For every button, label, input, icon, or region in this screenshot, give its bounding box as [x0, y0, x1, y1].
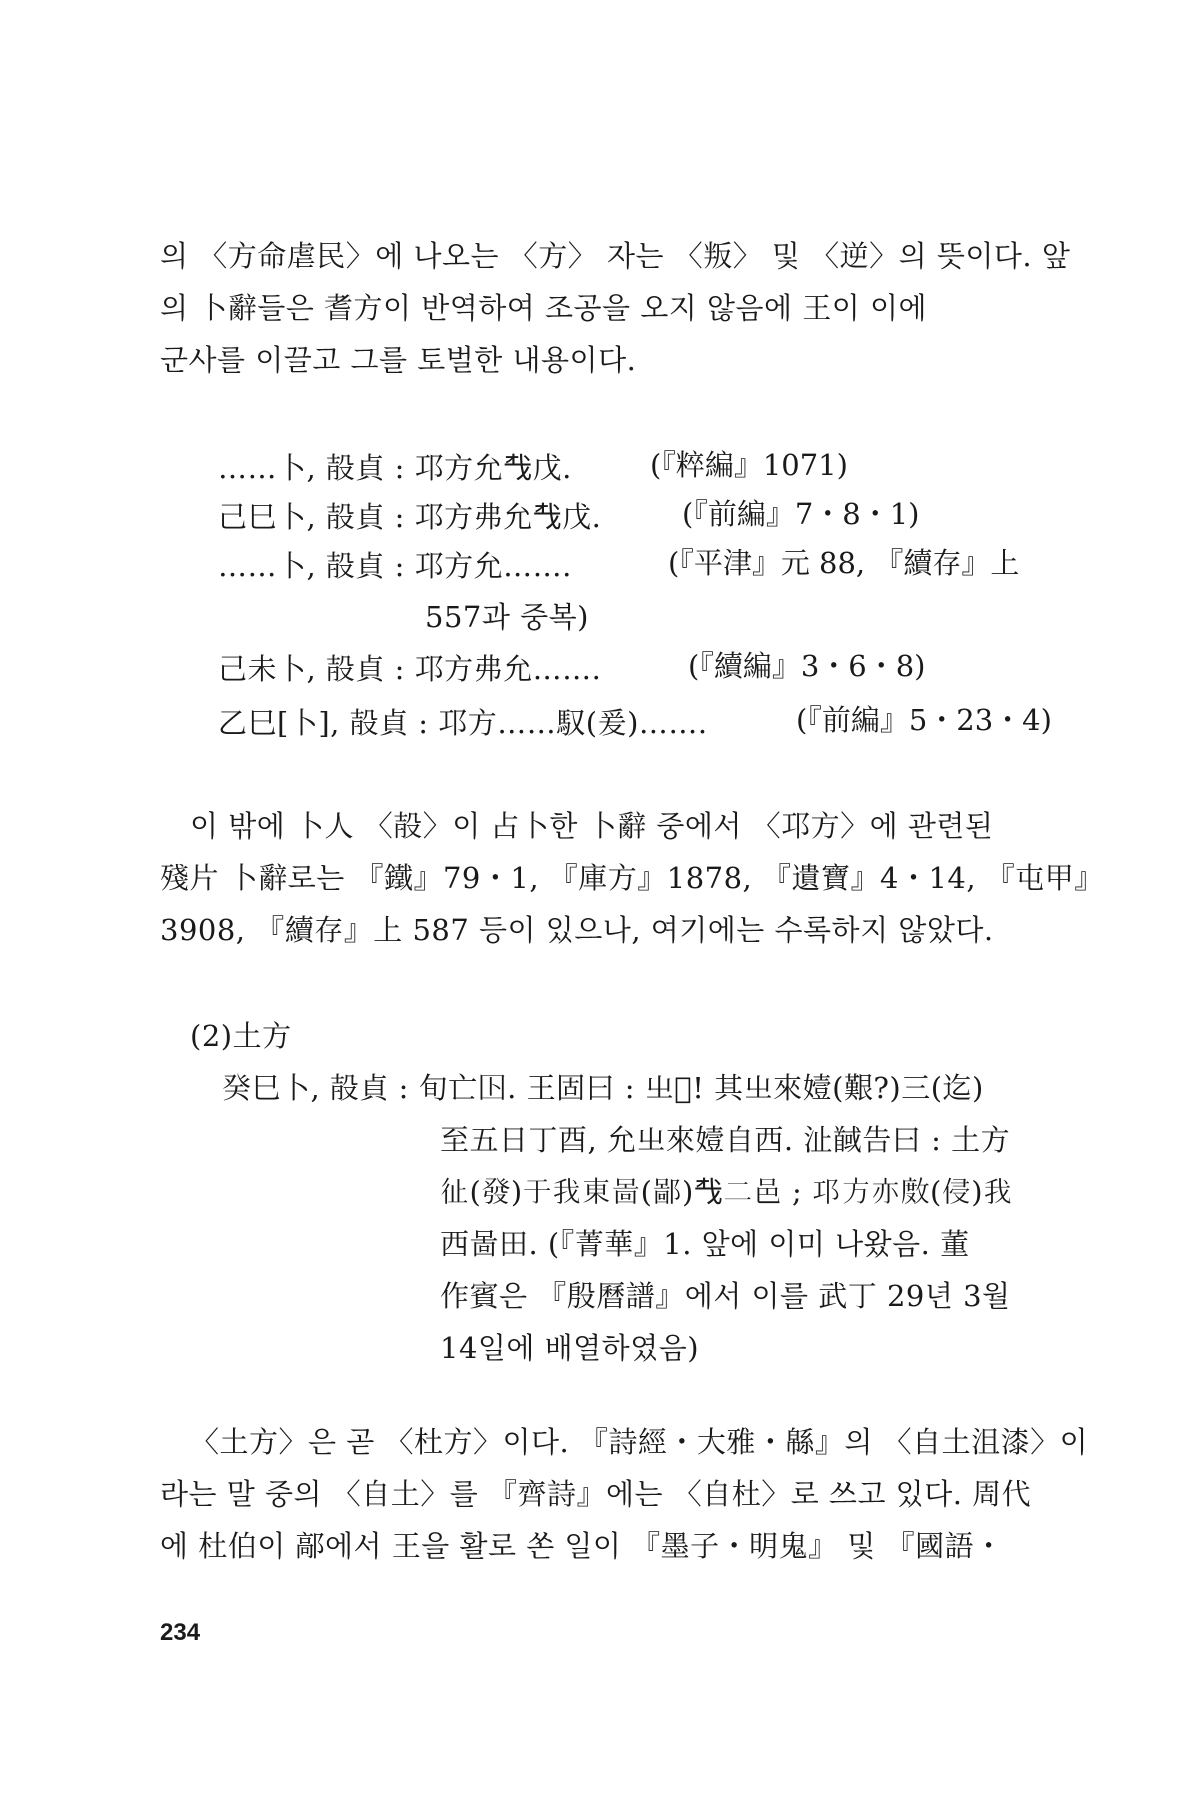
- inscription-tufang-line-3: 𢓊(發)于我東啚(鄙)𢦔二邑 ; 邛方亦𢾅(侵)我: [440, 1175, 1013, 1209]
- inscription-tufang-line-4: 西啚田. (『菁華』1. 앞에 이미 나왔음. 董: [440, 1227, 970, 1261]
- paragraph-1-line-1: 의 〈方命虐民〉에 나오는 〈方〉 자는 〈叛〉 및 〈逆〉의 뜻이다. 앞: [160, 239, 1071, 273]
- inscription-4-text: 己未卜, 㱿貞 : 邛方弗允…….: [218, 652, 602, 686]
- inscription-tufang-line-2: 至五日丁酉, 允㞢來嬄自西. 沚馘告曰 : 土方: [440, 1123, 1011, 1157]
- inscription-3-continuation: 557과 중복): [425, 600, 589, 634]
- inscription-4-citation: (『續編』3・6・8): [688, 649, 926, 683]
- paragraph-2-line-2: 殘片 卜辭로는 『鐵』79・1, 『庫方』1878, 『遺寶』4・14, 『屯甲』: [160, 861, 1104, 895]
- inscription-2-citation: (『前編』7・8・1): [682, 497, 920, 531]
- paragraph-3-line-2: 라는 말 중의 〈自土〉를 『齊詩』에는 〈自杜〉로 쓰고 있다. 周代: [160, 1477, 1032, 1511]
- inscription-tufang-line-6: 14일에 배열하였음): [440, 1331, 700, 1365]
- inscription-tufang-line-5: 作賓은 『殷曆譜』에서 이를 武丁 29년 3월: [440, 1279, 1011, 1313]
- inscription-2-text: 己巳卜, 㱿貞 : 邛方弗允𢦔戊.: [218, 500, 602, 534]
- paragraph-3-line-3: 에 杜伯이 鄗에서 王을 활로 쏜 일이 『墨子・明鬼』 및 『國語・: [160, 1529, 1004, 1563]
- inscription-5-text: 乙巳[卜], 㱿貞 : 邛方……馭(爰)…….: [218, 706, 708, 740]
- inscription-3-text: ……卜, 㱿貞 : 邛方允…….: [218, 549, 572, 583]
- paragraph-2-line-3: 3908, 『續存』上 587 등이 있으나, 여기에는 수록하지 않았다.: [160, 913, 994, 947]
- inscription-tufang-line-1: 癸巳卜, 㱿貞 : 旬亡𡆥. 王固曰 : 㞢𥃀! 其㞢來嬄(艱?)三(迄): [222, 1071, 984, 1105]
- section-heading: (2)土方: [190, 1019, 292, 1053]
- inscription-1-citation: (『粹編』1071): [650, 448, 848, 482]
- inscription-1-text: ……卜, 㱿貞 : 邛方允𢦔戊.: [218, 451, 572, 485]
- inscription-5-citation: (『前編』5・23・4): [796, 703, 1052, 737]
- paragraph-1-line-3: 군사를 이끌고 그를 토벌한 내용이다.: [160, 343, 637, 377]
- page-number: 234: [160, 1619, 201, 1646]
- paragraph-1-line-2: 의 卜辭들은 耆方이 반역하여 조공을 오지 않음에 王이 이에: [160, 291, 928, 325]
- paragraph-3-line-1: 〈土方〉은 곧 〈杜方〉이다. 『詩經・大雅・緜』의 〈自土沮漆〉이: [190, 1425, 1089, 1459]
- paragraph-2-line-1: 이 밖에 卜人 〈㱿〉이 占卜한 卜辭 중에서 〈邛方〉에 관련된: [190, 809, 994, 843]
- inscription-3-citation: (『平津』元 88, 『續存』上: [668, 546, 1020, 580]
